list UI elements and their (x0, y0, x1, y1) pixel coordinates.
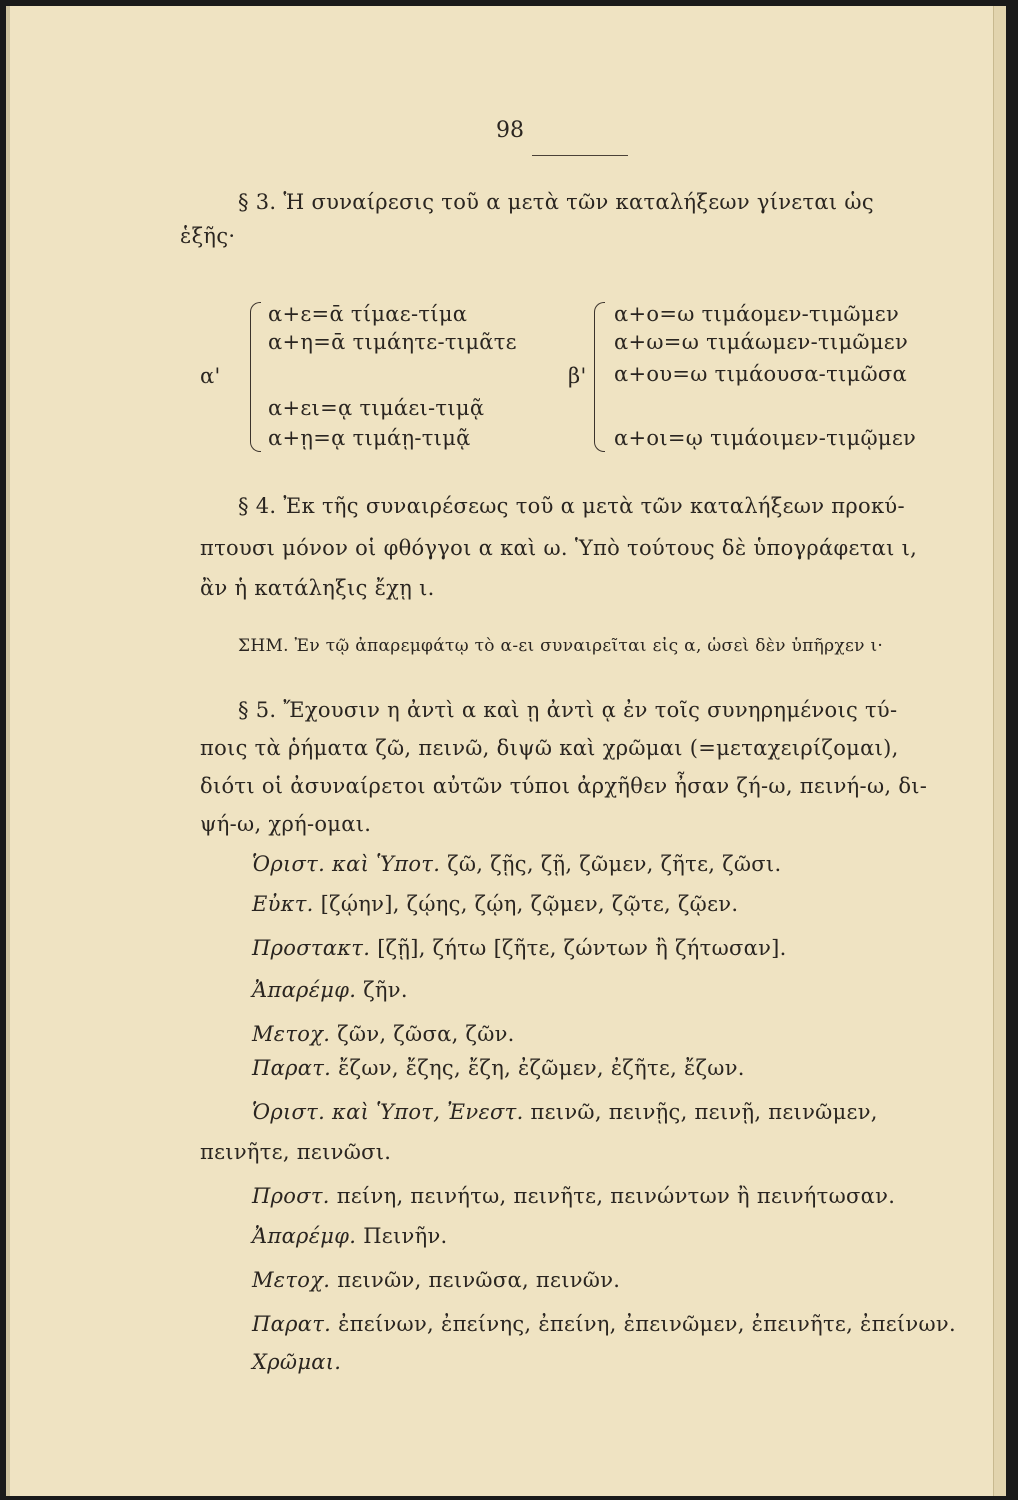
form-line (252, 978, 408, 1002)
page-number: 98 (496, 118, 524, 143)
table-right-row: α+ω=ω τιμάωμεν-τιμῶμεν (614, 330, 909, 354)
form-line (252, 1100, 878, 1124)
form-line (252, 1312, 956, 1336)
left-brace (250, 302, 261, 452)
form-line (252, 1224, 448, 1248)
form-label: Ὁριστ. καὶ Ὑποτ, Ἐνεστ. (252, 1100, 524, 1124)
form-line (252, 936, 787, 960)
form-text: ζῶ, ζῇς, ζῇ, ζῶμεν, ζῆτε, ζῶσι. (447, 852, 782, 876)
page-number-rule (532, 155, 628, 156)
form-text: πεινῆτε, πεινῶσι. (200, 1140, 392, 1164)
form-label: Ὁριστ. καὶ Ὑποτ. (252, 852, 441, 876)
section-5-line: διότι οἱ ἀσυναίρετοι αὐτῶν τύποι ἀρχῆθεν ἦσαν ζή-ω, πεινή-ω, δι- (200, 774, 928, 798)
section-3-continuation: ἑξῆς· (180, 224, 236, 248)
form-text: πείνη, πεινήτω, πεινῆτε, πεινώντων ἢ πεινήτωσαν. (336, 1184, 896, 1208)
table-right-row: α+ο=ω τιμάομεν-τιμῶμεν (614, 302, 900, 326)
form-label: Ἀπαρέμφ. (252, 1224, 357, 1248)
section-3-heading: § 3. Ἡ συναίρεσις τοῦ α μετὰ τῶν καταλήξεων γίνεται ὡς (238, 190, 874, 214)
form-line (252, 1350, 341, 1374)
form-line (252, 1268, 620, 1292)
table-left-row: α+η=ᾱ τιμάητε-τιμᾶτε (268, 330, 517, 354)
form-text: ζῶν, ζῶσα, ζῶν. (337, 1022, 515, 1046)
table-left-row: α+ῃ=ᾳ τιμάῃ-τιμᾷ (268, 426, 471, 450)
right-brace (594, 302, 605, 452)
section-4-line: πτουσι μόνον οἱ φθόγγοι α καὶ ω. Ὑπὸ τούτους δὲ ὑπογράφεται ι, (200, 536, 918, 560)
section-5-line: ποις τὰ ῥήματα ζῶ, πεινῶ, διψῶ καὶ χρῶμαι (=μεταχειρίζομαι), (200, 736, 899, 760)
form-label: Προστακτ. (252, 936, 371, 960)
form-label: Παρατ. (252, 1056, 332, 1080)
table-right-row: α+ου=ω τιμάουσα-τιμῶσα (614, 362, 908, 386)
form-text: [ζῴην], ζῴης, ζῴη, ζῷμεν, ζῷτε, ζῷεν. (320, 892, 739, 916)
section-5-line: § 5. Ἔχουσιν η ἀντὶ α καὶ ῃ ἀντὶ ᾳ ἐν τοῖς συνηρημένοις τύ- (238, 698, 898, 722)
note-text: ΣΗΜ. Ἐν τῷ ἀπαρεμφάτῳ τὸ α-ει συναιρεῖται εἰς α, ὡσεὶ δὲν ὑπῆρχεν ι· (238, 636, 884, 656)
form-text: ἔζων, ἔζης, ἔζη, ἐζῶμεν, ἐζῆτε, ἔζων. (338, 1056, 745, 1080)
section-5-line: ψή-ω, χρή-ομαι. (200, 812, 372, 836)
book-page (6, 6, 1006, 1496)
page-content (10, 6, 1010, 1496)
table-left-label: α' (200, 364, 221, 388)
form-text: ζῆν. (363, 978, 408, 1002)
form-line (252, 852, 781, 876)
form-text: [ζῇ], ζήτω [ζῆτε, ζώντων ἢ ζήτωσαν]. (377, 936, 787, 960)
form-label: Μετοχ. (252, 1268, 331, 1292)
form-line (252, 1022, 515, 1046)
form-label: Προστ. (252, 1184, 330, 1208)
form-label: Χρῶμαι. (252, 1350, 342, 1374)
section-4-line: § 4. Ἐκ τῆς συναιρέσεως τοῦ α μετὰ τῶν καταλήξεων προκύ- (238, 494, 905, 518)
table-right-label: β' (568, 364, 587, 388)
form-label: Παρατ. (252, 1312, 332, 1336)
table-right-row: α+οι=ῳ τιμάοιμεν-τιμῷμεν (614, 426, 917, 450)
form-line (252, 892, 738, 916)
form-text: Πεινῆν. (363, 1224, 448, 1248)
form-line (252, 1056, 745, 1080)
form-text: ἐπείνων, ἐπείνης, ἐπείνη, ἐπεινῶμεν, ἐπεινῆτε, ἐπείνων. (338, 1312, 956, 1336)
form-label: Εὐκτ. (252, 892, 314, 916)
table-left-row: α+ει=ᾳ τιμάει-τιμᾷ (268, 396, 485, 420)
section-4-line: ἂν ἡ κατάληξις ἔχῃ ι. (200, 576, 435, 600)
form-line (200, 1140, 391, 1164)
form-text: πεινῶ, πεινῇς, πεινῇ, πεινῶμεν, (530, 1100, 878, 1124)
form-label: Ἀπαρέμφ. (252, 978, 357, 1002)
form-line (252, 1184, 895, 1208)
form-label: Μετοχ. (252, 1022, 331, 1046)
table-left-row: α+ε=ᾱ τίμαε-τίμα (268, 302, 468, 326)
form-text: πεινῶν, πεινῶσα, πεινῶν. (337, 1268, 621, 1292)
